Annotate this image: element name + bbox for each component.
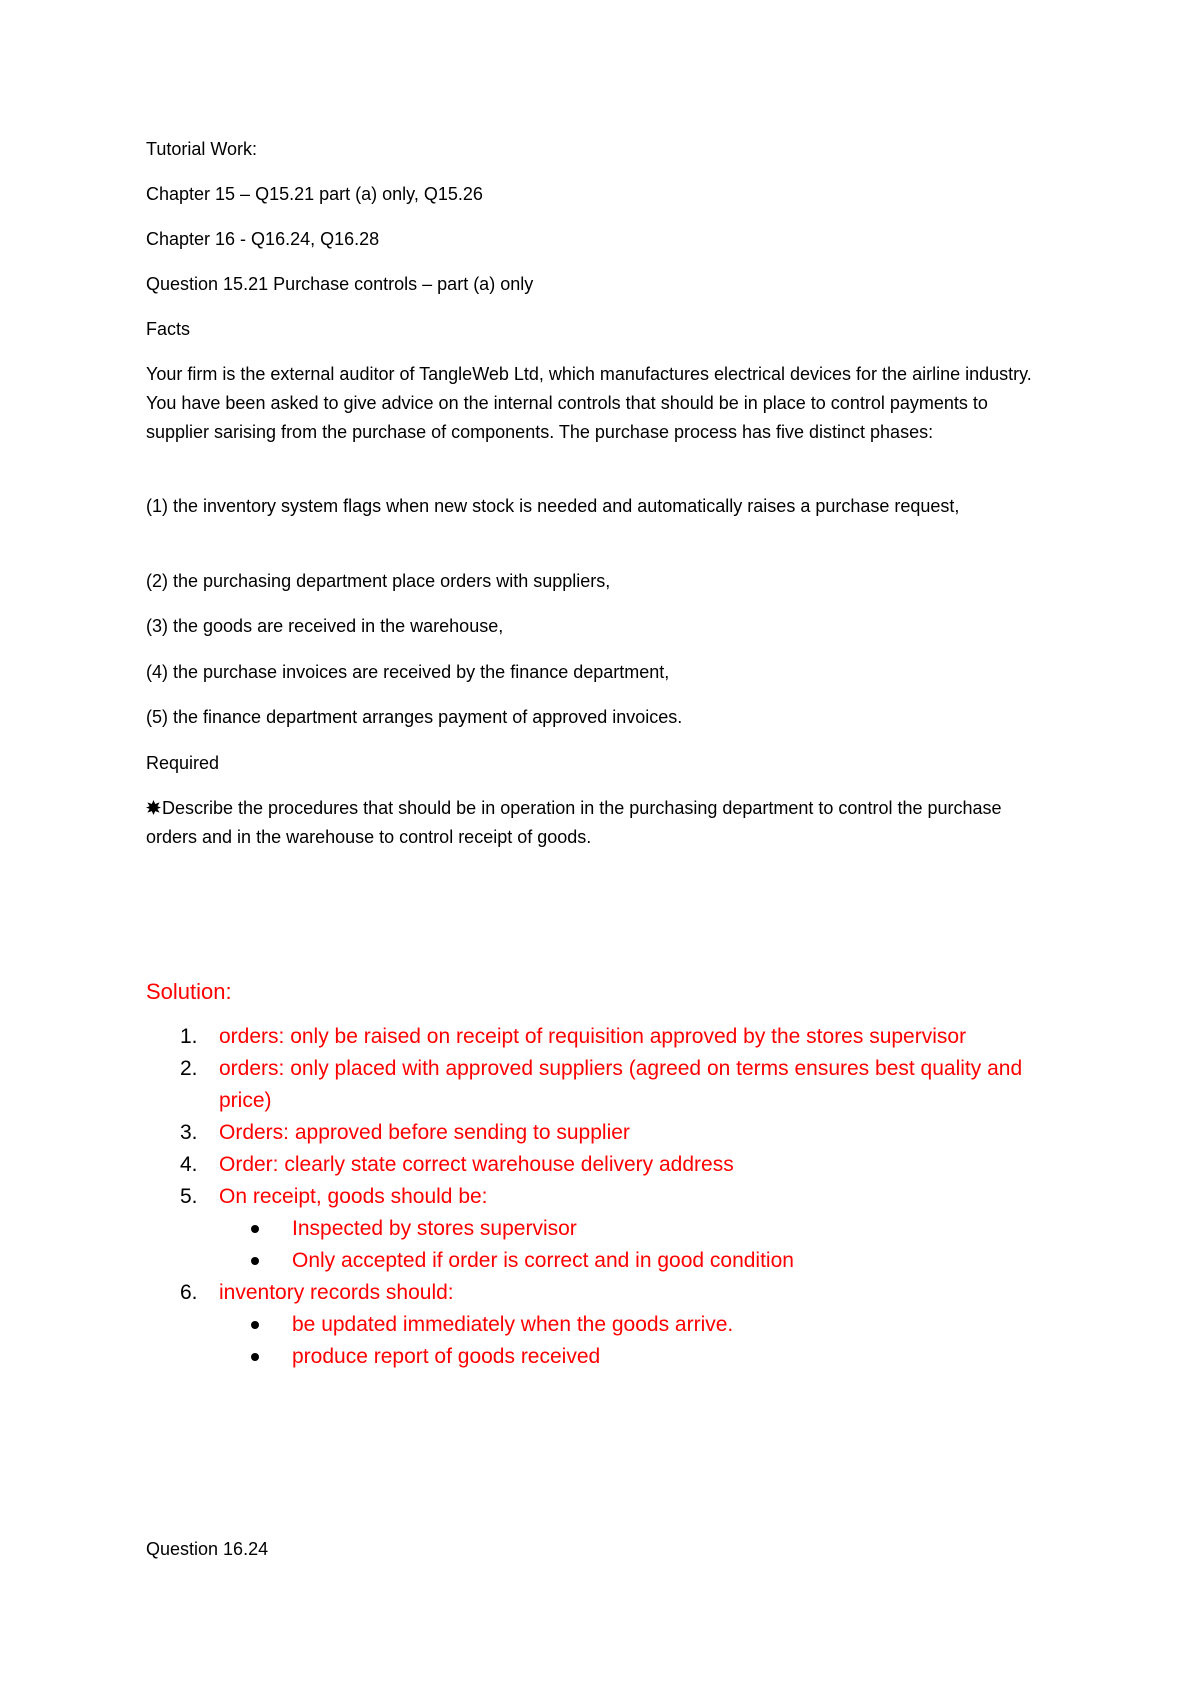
solution-subitem-text: produce report of goods received <box>292 1345 601 1368</box>
solution-heading: Solution: <box>146 979 232 1004</box>
question-16-24-heading: Question 16.24 <box>146 1539 269 1559</box>
solution-subitem-text: Only accepted if order is correct and in good condition <box>292 1249 794 1272</box>
phase-4: (4) the purchase invoices are received by the finance department, <box>146 662 670 682</box>
solution-item <box>146 1149 1066 1181</box>
solution-item-number: 2. <box>180 1057 198 1080</box>
tutorial-work-heading: Tutorial Work: <box>146 139 258 159</box>
solution-list <box>146 1021 1066 1373</box>
phase-1: (1) the inventory system flags when new stock is needed and automatically raises a purchase request, <box>146 496 960 516</box>
bullet-dot-icon <box>251 1353 259 1361</box>
bullet-dot-icon <box>251 1225 259 1233</box>
solution-subitem <box>146 1245 1066 1277</box>
solution-item-number: 5. <box>180 1185 198 1208</box>
facts-paragraph: Your firm is the external auditor of TangleWeb Ltd, which manufactures electrical devices for the airline industry. You have been asked to give advice on the internal controls that should be in place to control payments to supplier sarising from the purchase of components. The purchase process has five distinct phases: <box>146 364 1032 442</box>
solution-item-number: 6. <box>180 1281 198 1304</box>
bullet-dot-icon <box>251 1321 259 1329</box>
document-page <box>146 0 1046 1698</box>
required-label: Required <box>146 753 220 773</box>
question-15-21-title: Question 15.21 Purchase controls – part (a) only <box>146 274 534 294</box>
solution-item-number: 1. <box>180 1025 198 1048</box>
solution-subitem <box>146 1309 1066 1341</box>
phase-3: (3) the goods are received in the warehouse, <box>146 616 504 636</box>
facts-label: Facts <box>146 319 191 339</box>
solution-subitem-text: Inspected by stores supervisor <box>292 1217 577 1240</box>
solution-subitem-text: be updated immediately when the goods arrive. <box>292 1313 734 1336</box>
chapter-15-line: Chapter 15 – Q15.21 part (a) only, Q15.26 <box>146 184 483 204</box>
solution-item <box>146 1277 1066 1309</box>
bullet-dot-icon <box>251 1257 259 1265</box>
required-text: Describe the procedures that should be in operation in the purchasing department to control the purchase orders and in the warehouse to control receipt of goods. <box>146 798 1002 847</box>
solution-subitem <box>146 1213 1066 1245</box>
solution-item <box>146 1021 1066 1053</box>
solution-item <box>146 1053 1066 1117</box>
solution-item-number: 4. <box>180 1153 198 1176</box>
solution-item-text: orders: only placed with approved suppliers (agreed on terms ensures best quality and price) <box>219 1057 1023 1112</box>
solution-item-text: Order: clearly state correct warehouse delivery address <box>219 1153 734 1176</box>
phase-2: (2) the purchasing department place orders with suppliers, <box>146 571 611 591</box>
solution-item-text: On receipt, goods should be: <box>219 1185 488 1208</box>
starburst-bullet-icon <box>146 800 161 815</box>
solution-item-text: Orders: approved before sending to supplier <box>219 1121 630 1144</box>
solution-item <box>146 1117 1066 1149</box>
phase-5: (5) the finance department arranges payment of approved invoices. <box>146 707 683 727</box>
solution-item-text: inventory records should: <box>219 1281 454 1304</box>
solution-subitem <box>146 1341 1066 1373</box>
solution-item-number: 3. <box>180 1121 198 1144</box>
required-paragraph <box>146 794 1046 852</box>
solution-item-text: orders: only be raised on receipt of requisition approved by the stores supervisor <box>219 1025 967 1048</box>
chapter-16-line: Chapter 16 - Q16.24, Q16.28 <box>146 229 380 249</box>
solution-item <box>146 1181 1066 1213</box>
